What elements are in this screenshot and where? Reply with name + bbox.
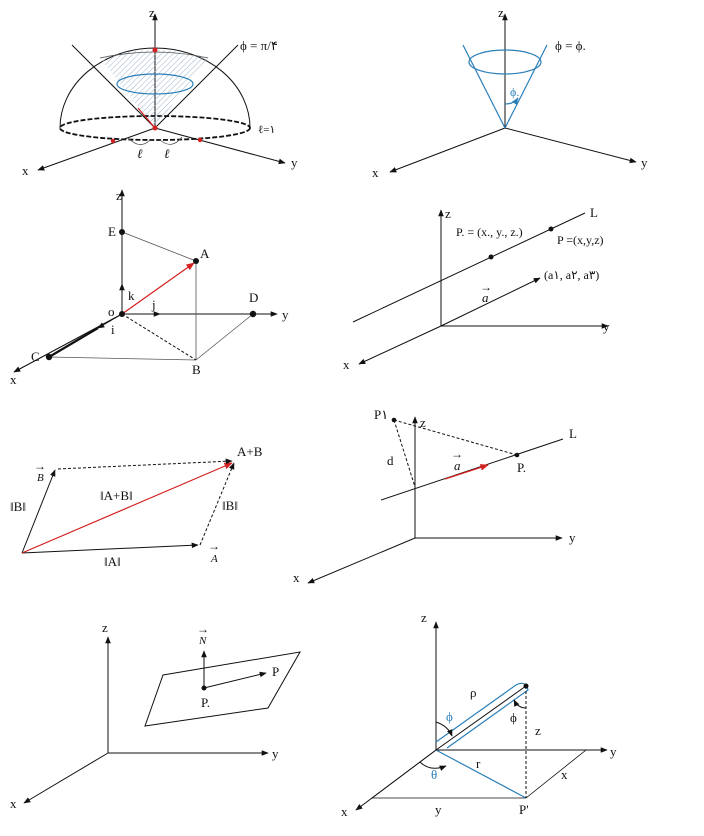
p6-d-label: d bbox=[387, 453, 394, 468]
y-point bbox=[198, 138, 202, 142]
y-axis bbox=[505, 128, 636, 162]
p5-A-label: A bbox=[211, 553, 218, 565]
p5-A-arrow: → bbox=[208, 539, 220, 553]
point-C bbox=[46, 354, 52, 360]
p6-a-label: a bbox=[454, 458, 461, 473]
point-E bbox=[119, 229, 125, 235]
panel-hemisphere-cone bbox=[22, 5, 298, 178]
panel-point-line-distance bbox=[293, 407, 577, 585]
p3-k-label: k bbox=[128, 288, 135, 303]
dashed-d bbox=[394, 420, 415, 487]
p6-y-label: y bbox=[569, 530, 576, 545]
p2-x-label: x bbox=[372, 165, 379, 180]
point-D bbox=[250, 311, 256, 317]
panel-vector-sum bbox=[10, 444, 263, 569]
r-projection bbox=[436, 750, 526, 798]
panel-cone-phi0 bbox=[372, 5, 648, 180]
p4-x-label: x bbox=[343, 357, 350, 372]
point-o bbox=[119, 311, 125, 317]
p8-theta-label: θ bbox=[431, 767, 438, 782]
p1-y-label: y bbox=[291, 155, 298, 170]
p3-j-label: j bbox=[152, 297, 156, 312]
line-L bbox=[381, 439, 563, 500]
p8-phi2-label: ϕ bbox=[510, 710, 517, 725]
x-axis bbox=[308, 538, 415, 583]
p3-A-label: A bbox=[200, 246, 210, 261]
point-P0 bbox=[489, 255, 494, 260]
phi-arc-2 bbox=[514, 700, 526, 708]
p8-r-label: r bbox=[476, 756, 481, 771]
p1-l1-label: ℓ bbox=[137, 146, 143, 161]
p8-rho-label: ρ bbox=[470, 685, 477, 700]
p8-z2-label: z bbox=[535, 723, 541, 738]
x-thick bbox=[49, 328, 98, 357]
p5-normA-label: ‖A‖ bbox=[104, 554, 121, 569]
panel-line-parametric bbox=[343, 205, 610, 372]
p3-E-label: E bbox=[108, 224, 116, 239]
p6-z-label: z bbox=[420, 415, 426, 430]
point-A bbox=[193, 258, 199, 264]
vector-A-plus-B bbox=[22, 463, 232, 553]
p1-leq-label: ℓ=۱ bbox=[258, 124, 276, 136]
p5-B-arrow: → bbox=[34, 459, 46, 473]
p4-a-label: a bbox=[482, 290, 489, 305]
edge-B-D bbox=[196, 314, 253, 360]
p4-z-label: z bbox=[445, 206, 451, 221]
point-P0 bbox=[202, 686, 207, 691]
p8-x2-label: x bbox=[561, 767, 568, 782]
p3-x-label: x bbox=[10, 372, 17, 387]
p7-P-label: P bbox=[272, 664, 280, 679]
p6-P1-label: P۱ bbox=[374, 407, 389, 422]
vector-A bbox=[22, 545, 198, 553]
edge-E-A bbox=[122, 232, 196, 261]
p4-P-label: P =(x,y,z) bbox=[557, 233, 604, 247]
panel-spherical-coordinates bbox=[341, 610, 617, 819]
p2-phi0-label: ϕ. bbox=[510, 85, 520, 99]
x-point bbox=[111, 139, 115, 143]
p5-normAB-label: ‖A+B‖ bbox=[100, 488, 133, 503]
p7-z-label: z bbox=[102, 620, 108, 635]
p6-arrow-label: → bbox=[451, 447, 463, 461]
phi-arc-1 bbox=[436, 722, 452, 736]
p2-z-label: z bbox=[498, 5, 504, 20]
p4-P0-label: P. = (x., y., z.) bbox=[456, 225, 523, 239]
p5-AplusB-label: A+B bbox=[237, 444, 263, 459]
p1-z-label: z bbox=[149, 5, 155, 20]
p4-y-label: y bbox=[603, 319, 610, 334]
p8-z-label: z bbox=[421, 610, 427, 625]
p3-o-label: o bbox=[108, 304, 115, 319]
p3-D-label: D bbox=[249, 290, 259, 305]
vector-a bbox=[445, 465, 488, 479]
point-P bbox=[524, 684, 529, 689]
p8-y-label: y bbox=[610, 744, 617, 759]
cone-left-edge bbox=[463, 45, 505, 128]
p2-y-label: y bbox=[641, 155, 648, 170]
p7-P0-label: P. bbox=[201, 695, 211, 710]
origin-point bbox=[153, 126, 158, 131]
p7-N-arrow: → bbox=[197, 622, 209, 636]
edge-C-B bbox=[49, 357, 196, 360]
p4-L-label: L bbox=[590, 205, 598, 220]
p3-i-label: i bbox=[111, 322, 115, 337]
x-axis bbox=[390, 128, 505, 172]
dashed-A bbox=[58, 461, 232, 469]
p2-phi-label: ϕ = ϕ. bbox=[555, 38, 586, 53]
p6-x-label: x bbox=[293, 570, 300, 585]
p5-B-label: B bbox=[37, 472, 44, 484]
p3-C-label: C bbox=[31, 349, 40, 364]
p4-arrow-label: → bbox=[480, 280, 492, 294]
point-P1 bbox=[392, 418, 397, 423]
p6-P0-label: P. bbox=[517, 460, 527, 475]
p3-y-label: y bbox=[282, 307, 289, 322]
p4-vec-label: (a۱, a۲, a۳) bbox=[544, 268, 600, 282]
p1-x-label: x bbox=[22, 163, 29, 178]
panel-plane-normal bbox=[10, 620, 300, 811]
point-P0 bbox=[515, 453, 520, 458]
vector-P0-P bbox=[204, 673, 266, 688]
p3-z-label: z bbox=[116, 188, 122, 203]
p5-normB1-label: ‖B‖ bbox=[10, 499, 26, 514]
x-axis bbox=[359, 326, 441, 364]
p6-L-label: L bbox=[569, 426, 577, 441]
p1-phi-label: ϕ = π/۴ bbox=[240, 38, 278, 53]
p3-B-label: B bbox=[192, 362, 201, 377]
p8-phi1-label: ϕ bbox=[446, 709, 453, 724]
p8-y2-label: y bbox=[435, 802, 442, 817]
p7-y-label: y bbox=[272, 746, 279, 761]
p7-x-label: x bbox=[10, 796, 17, 811]
top-point bbox=[153, 48, 158, 53]
diag-o-B bbox=[122, 314, 196, 360]
point-P bbox=[549, 227, 554, 232]
p8-x-label: x bbox=[341, 804, 348, 819]
x-axis bbox=[24, 753, 108, 803]
p5-normB2-label: ‖B‖ bbox=[222, 498, 238, 513]
p8-Pp-label: P' bbox=[519, 802, 529, 817]
p1-l2-label: ℓ bbox=[164, 146, 170, 161]
panel-box-vector bbox=[10, 188, 289, 387]
p7-N-label: N bbox=[199, 635, 207, 647]
